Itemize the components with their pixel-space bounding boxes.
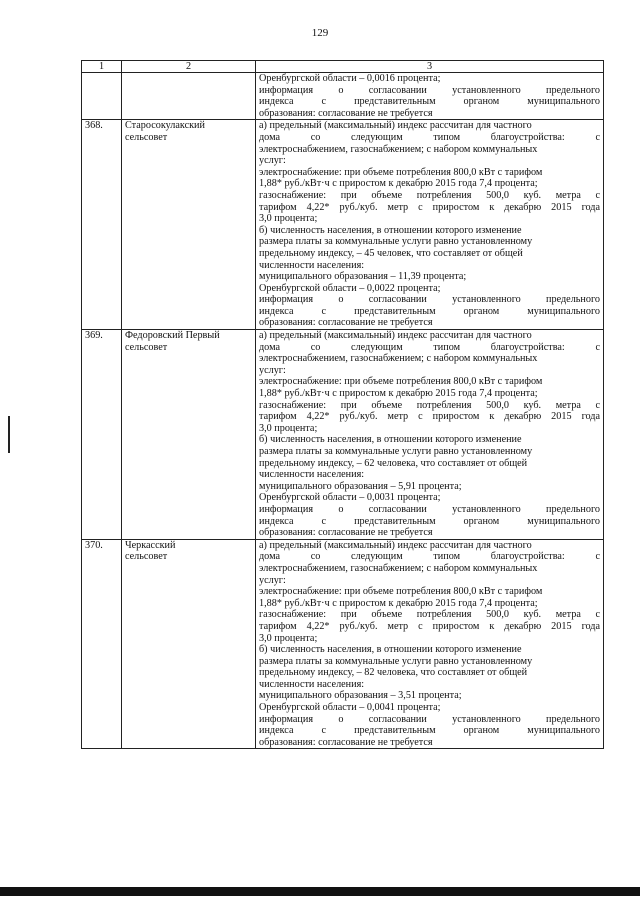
row-number: 369. [82, 330, 122, 540]
index-info-line: индекса с представительным органом муниципального [259, 305, 600, 317]
continuation-line: информация о согласовании установленного предельного [259, 84, 600, 96]
table-header [82, 61, 604, 73]
index-info-line: электроснабжением, газоснабжением; с набором коммунальных [259, 562, 538, 574]
continuation-num-cell [82, 73, 122, 120]
continuation-text-cell [256, 73, 604, 120]
index-info-line: 1,88* руб./кВт·ч с приростом к декабрю 2015 года 7,4 процента; [259, 388, 538, 400]
index-info-line: информация о согласовании установленного предельного [259, 294, 600, 306]
continuation-name-cell [122, 73, 256, 120]
index-info-cell [256, 120, 604, 330]
index-info-line: услуг: [259, 574, 286, 586]
index-info-line: предельному индексу, – 82 человека, что составляет от общей [259, 667, 528, 679]
index-info-line: предельному индексу, – 45 человек, что составляет от общей [259, 247, 523, 259]
index-info-line: б) численность населения, в отношении которого изменение [259, 224, 522, 236]
municipality-name-line: сельсовет [125, 341, 168, 353]
index-info-line: тарифом 4,22* руб./куб. метр с приростом к декабрю 2015 года [259, 201, 600, 213]
index-info-line: электроснабжение: при объеме потребления 800,0 кВт с тарифом [259, 166, 543, 178]
index-info-line: 3,0 процента; [259, 213, 318, 225]
index-info-line: 1,88* руб./кВт·ч с приростом к декабрю 2015 года 7,4 процента; [259, 178, 538, 190]
municipality-name-line: сельсовет [125, 131, 168, 143]
index-info-line: индекса с представительным органом муниципального [259, 515, 600, 527]
continuation-line: образования: согласование не требуется [259, 107, 433, 119]
index-info-line: индекса с представительным органом муниципального [259, 725, 600, 737]
municipality-name-line: Федоровский Первый [125, 330, 220, 342]
document-table [81, 60, 604, 749]
index-info-line: размера платы за коммунальные услуги равно установленному [259, 655, 533, 667]
municipality-name-cell [122, 539, 256, 749]
index-info-line: газоснабжение: при объеме потребления 500,0 куб. метра с [259, 189, 600, 201]
index-info-line: образования: согласование не требуется [259, 317, 433, 329]
table-row [82, 120, 604, 330]
index-info-line: информация о согласовании установленного предельного [259, 503, 600, 515]
index-info-line: дома со следующим типом благоустройства: с [259, 131, 600, 143]
index-info-line: муниципального образования – 5,91 процента; [259, 480, 462, 492]
index-info-line: дома со следующим типом благоустройства: с [259, 341, 600, 353]
header-col-2: 2 [122, 61, 256, 73]
index-info-line: размера платы за коммунальные услуги равно установленному [259, 446, 533, 457]
margin-mark [8, 416, 10, 453]
index-info-line: электроснабжением, газоснабжением; с набором коммунальных [259, 353, 538, 365]
index-info-line: электроснабжение: при объеме потребления 800,0 кВт с тарифом [259, 376, 543, 388]
index-info-line: тарифом 4,22* руб./куб. метр с приростом к декабрю 2015 года [259, 620, 600, 632]
table-row [82, 330, 604, 540]
index-info-line: информация о согласовании установленного предельного [259, 713, 600, 725]
page-number: 129 [311, 27, 329, 39]
index-info-line: численности населения: [259, 678, 365, 690]
index-info-line: Оренбургской области – 0,0022 процента; [259, 282, 441, 294]
index-info-line: 3,0 процента; [259, 422, 318, 434]
scan-edge-bar [0, 887, 640, 896]
index-info-line: услуг: [259, 155, 286, 167]
table-row [82, 539, 604, 749]
municipality-name-line: сельсовет [125, 551, 168, 563]
index-info-line: образования: согласование не требуется [259, 736, 433, 748]
index-info-line: Оренбургской области – 0,0031 процента; [259, 492, 441, 504]
index-info-cell [256, 539, 604, 749]
row-number: 368. [82, 120, 122, 330]
continuation-line: индекса с представительным органом муниципального [259, 96, 600, 108]
index-info-line: газоснабжение: при объеме потребления 500,0 куб. метра с [259, 609, 600, 621]
index-info-line: тарифом 4,22* руб./куб. метр с приростом к декабрю 2015 года [259, 411, 600, 423]
index-info-line: а) предельный (максимальный) индекс рассчитан для частного [259, 120, 532, 132]
index-info-line: численности населения: [259, 469, 365, 481]
continuation-row [82, 73, 604, 120]
index-info-line: газоснабжение: при объеме потребления 500,0 куб. метра с [259, 399, 600, 411]
index-info-line: электроснабжение: при объеме потребления 800,0 кВт с тарифом [259, 586, 543, 598]
index-info-line: электроснабжением, газоснабжением; с набором коммунальных [259, 143, 538, 155]
index-info-line: услуг: [259, 364, 286, 376]
index-info-line: б) численность населения, в отношении которого изменение [259, 644, 522, 656]
index-info-line: 1,88* руб./кВт·ч с приростом к декабрю 2015 года 7,4 процента; [259, 597, 538, 609]
table-body [82, 73, 604, 749]
index-info-cell [256, 330, 604, 540]
index-info-line: а) предельный (максимальный) индекс рассчитан для частного [259, 539, 532, 551]
index-info-line: 3,0 процента; [259, 632, 318, 644]
index-info-line: б) численность населения, в отношении которого изменение [259, 434, 522, 446]
header-col-1: 1 [82, 61, 122, 73]
index-info-line: образования: согласование не требуется [259, 527, 433, 539]
index-info-line: численности населения: [259, 259, 365, 271]
municipality-name-line: Старосокулакский [125, 120, 205, 132]
index-info-line: муниципального образования – 3,51 процента; [259, 690, 462, 702]
index-info-line: муниципального образования – 11,39 процента; [259, 271, 467, 283]
municipality-name-line: Черкасский [125, 539, 176, 551]
index-info-line: Оренбургской области – 0,0041 процента; [259, 702, 441, 714]
index-info-line: дома со следующим типом благоустройства: с [259, 551, 600, 563]
row-number: 370. [82, 539, 122, 749]
municipality-name-cell [122, 120, 256, 330]
index-info-line: предельному индексу, – 62 человека, что составляет от общей [259, 457, 528, 469]
index-info-line: размера платы за коммунальные услуги равно установленному [259, 236, 533, 248]
municipality-name-cell [122, 330, 256, 540]
index-info-line: а) предельный (максимальный) индекс рассчитан для частного [259, 330, 532, 342]
continuation-line: Оренбургской области – 0,0016 процента; [259, 73, 441, 84]
header-col-3: 3 [256, 61, 604, 73]
